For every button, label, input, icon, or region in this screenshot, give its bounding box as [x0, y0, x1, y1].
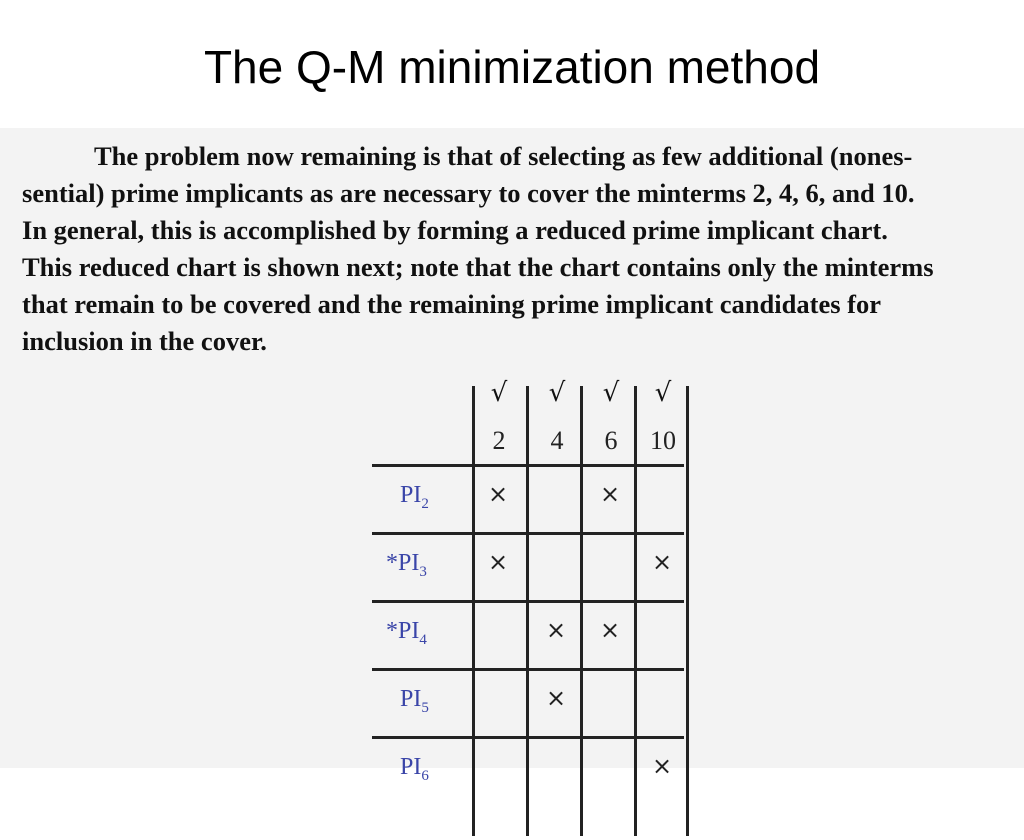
prime-implicant-name: PI [400, 754, 422, 780]
prime-implicant-index: 4 [419, 631, 427, 648]
prime-implicant-label [400, 482, 480, 513]
prime-implicant-index: 2 [421, 495, 429, 512]
prime-implicant-label [386, 618, 466, 649]
paragraph-line: sential) prime implicants as are necessary to cover the minterms 2, 4, 6, and 10. [22, 178, 915, 208]
minterm-check-mark: √ [490, 378, 508, 408]
coverage-mark: × [545, 616, 567, 644]
paragraph-line: In general, this is accomplished by forming a reduced prime implicant chart. [22, 215, 888, 245]
minterm-check-mark: √ [654, 378, 672, 408]
reduced-prime-implicant-chart [372, 378, 692, 840]
coverage-mark: × [545, 684, 567, 712]
coverage-mark: × [487, 480, 509, 508]
chart-horizontal-line [372, 736, 684, 739]
scanned-page [0, 128, 1024, 784]
coverage-mark: × [599, 616, 621, 644]
slide-title: The Q-M minimization method [203, 41, 821, 93]
chart-horizontal-line [372, 464, 684, 467]
chart-horizontal-line [372, 600, 684, 603]
prime-implicant-label [400, 686, 480, 717]
coverage-mark: × [651, 752, 673, 780]
minterm-check-mark: √ [548, 378, 566, 408]
paragraph-line: The problem now remaining is that of selecting as few additional (nones- [94, 141, 913, 171]
prime-implicant-index: 3 [419, 563, 427, 580]
minterm-header: 2 [492, 426, 506, 455]
prime-implicant-index: 6 [421, 767, 429, 784]
prime-implicant-name: PI [400, 686, 422, 712]
coverage-mark: × [651, 548, 673, 576]
chart-vertical-line [526, 386, 529, 836]
coverage-mark: × [487, 548, 509, 576]
minterm-header: 10 [650, 426, 676, 455]
essential-star: * [386, 618, 398, 644]
essential-star: * [386, 550, 398, 576]
coverage-mark: × [599, 480, 621, 508]
minterm-check-mark: √ [602, 378, 620, 408]
prime-implicant-name: PI [398, 550, 420, 576]
prime-implicant-name: PI [400, 482, 422, 508]
minterm-header: 4 [550, 426, 564, 455]
prime-implicant-label [400, 754, 480, 785]
paragraph-line: inclusion in the cover. [22, 326, 267, 356]
body-paragraph [22, 138, 1022, 360]
prime-implicant-label [386, 550, 466, 581]
paragraph-line: This reduced chart is shown next; note that the chart contains only the minterms [22, 252, 934, 282]
chart-horizontal-line [372, 532, 684, 535]
prime-implicant-index: 5 [421, 699, 429, 716]
chart-horizontal-line [372, 668, 684, 671]
minterm-header: 6 [604, 426, 618, 455]
paragraph-line: that remain to be covered and the remaining prime implicant candidates for [22, 289, 881, 319]
prime-implicant-name: PI [398, 618, 420, 644]
